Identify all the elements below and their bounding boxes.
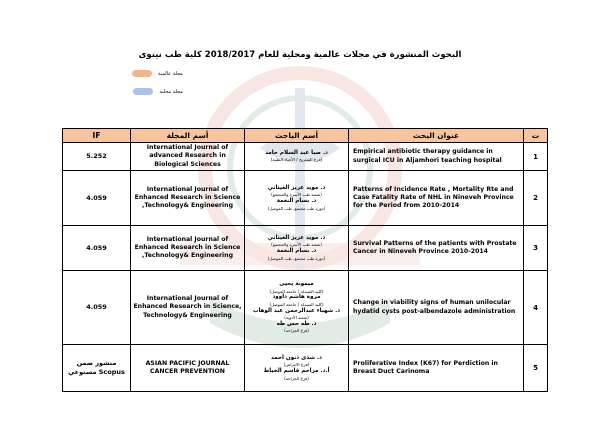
table-row — [63, 271, 548, 345]
researchers-cell — [245, 171, 349, 226]
journal-name: ASIAN PACIFIC JOURNAL CANCER PREVENTION — [131, 345, 245, 392]
legend-label: مجلة عالمية — [158, 70, 183, 77]
header-if: IF — [63, 129, 131, 143]
research-title: Proliferative Index (K67) for Perdiction in Breast Duct Carinoma — [349, 345, 524, 392]
row-number: 2 — [524, 171, 548, 226]
researchers-cell — [245, 226, 349, 271]
researcher-dept: (كلية الصيدلة / جامعة الموصل) — [269, 288, 324, 294]
row-number: 3 — [524, 226, 548, 271]
table-row — [63, 345, 548, 392]
researchers-cell — [245, 271, 349, 345]
researcher-name: د. شذى ذنون احمد — [271, 354, 322, 361]
journal-name: International Journal of Enhanced Research in Science, Technology& Engineering — [131, 271, 245, 345]
researcher-dept: (شعبة طب الأسرة والمجتمع) — [271, 192, 322, 198]
researcher-name: ميمونة يحيى — [279, 281, 314, 288]
row-number: 4 — [524, 271, 548, 345]
legend-swatch-blue — [133, 88, 153, 95]
impact-factor: 4.059 — [63, 271, 131, 345]
research-title: Survival Patterns of the patients with Prostate Cancer in Nineveh Province 2010-2014 — [349, 226, 524, 271]
researcher-name: د. طه حس طه — [276, 320, 317, 327]
research-title: Patterns of Incidence Rate , Mortality Rte and Case Fatality Rate of NHL in Nineveh Province for the Period from 2010-2014 — [349, 171, 524, 226]
researcher-dept: (دورة طب مجتمع، طب الموصل) — [267, 205, 326, 211]
researcher-dept: (فرع الامراض) — [283, 362, 310, 368]
researcher-dept: (شعبة طب الأسرة والمجتمع) — [271, 242, 322, 248]
researcher-name: د. صبا عبد السلام حامد — [265, 149, 328, 156]
researcher-name: د. مويد عزيز العيثاني — [267, 184, 326, 191]
research-title: Empirical antibiotic therapy guidance in surgical ICU in Aljamhori teaching hospital — [349, 143, 524, 171]
researcher-name: د. شهباء عبدالرحمن عبد الوهاب — [252, 307, 341, 314]
researchers-cell — [245, 345, 349, 392]
publications-table — [62, 128, 548, 392]
researcher-dept: (كلية الصيدلة / جامعة الموصل) — [269, 301, 324, 307]
researchers-cell — [245, 143, 349, 171]
researcher-name: د. بسام النعمة — [276, 198, 317, 205]
row-number: 1 — [524, 143, 548, 171]
page-title: البحوث المنشورة في مجلات عالمية ومحلية للعام 2018/2017 كلية طب نينوى — [138, 50, 462, 60]
researcher-dept: (فرع الجراحة) — [284, 328, 309, 334]
journal-name: International Journal of Enhanced Research in Science ,Technology& Engineering — [131, 226, 245, 271]
researcher-dept: (شعبة الأدوية) — [284, 315, 309, 321]
researcher-name: د. مويد عزيز العيثاني — [267, 234, 326, 241]
researcher-dept: (فرع التشريح / الأحياء الطبية) — [270, 157, 323, 163]
legend-swatch-orange — [132, 70, 152, 77]
researcher-dept: (فرع الجراحة) — [284, 375, 309, 381]
header-researchers: أسم الباحث — [245, 129, 349, 143]
table-header-row — [63, 129, 548, 143]
legend-international — [132, 70, 183, 77]
journal-name: International Journal of advanced Research in Biological Sciences — [131, 143, 245, 171]
research-title: Change in viability signs of human unilocular hydatid cysts post-albendazole administration — [349, 271, 524, 345]
header-journal: أسم المجلة — [131, 129, 245, 143]
table-row — [63, 171, 548, 226]
researcher-name: مروة هاشم داوود — [272, 294, 321, 301]
row-number: 5 — [524, 345, 548, 392]
legend-local — [133, 88, 183, 95]
table-row — [63, 226, 548, 271]
impact-factor: 4.059 — [63, 226, 131, 271]
impact-factor: 4.059 — [63, 171, 131, 226]
researcher-name: د. بسام النعمة — [276, 248, 317, 255]
legend-label: مجلة محلية — [159, 88, 183, 95]
table-row — [63, 143, 548, 171]
impact-factor: 5.252 — [63, 143, 131, 171]
header-title: عنوان البحث — [349, 129, 524, 143]
researcher-name: أ.د. مزاحم قاسم الخياط — [263, 368, 330, 375]
header-num: ت — [524, 129, 548, 143]
journal-name: International Journal of Enhanced Research in Science ,Technology& Engineering — [131, 171, 245, 226]
researcher-dept: (دورة طب مجتمع، طب الموصل) — [267, 255, 326, 261]
impact-factor: منشور ضمن مستوعي Scopus — [63, 345, 131, 392]
